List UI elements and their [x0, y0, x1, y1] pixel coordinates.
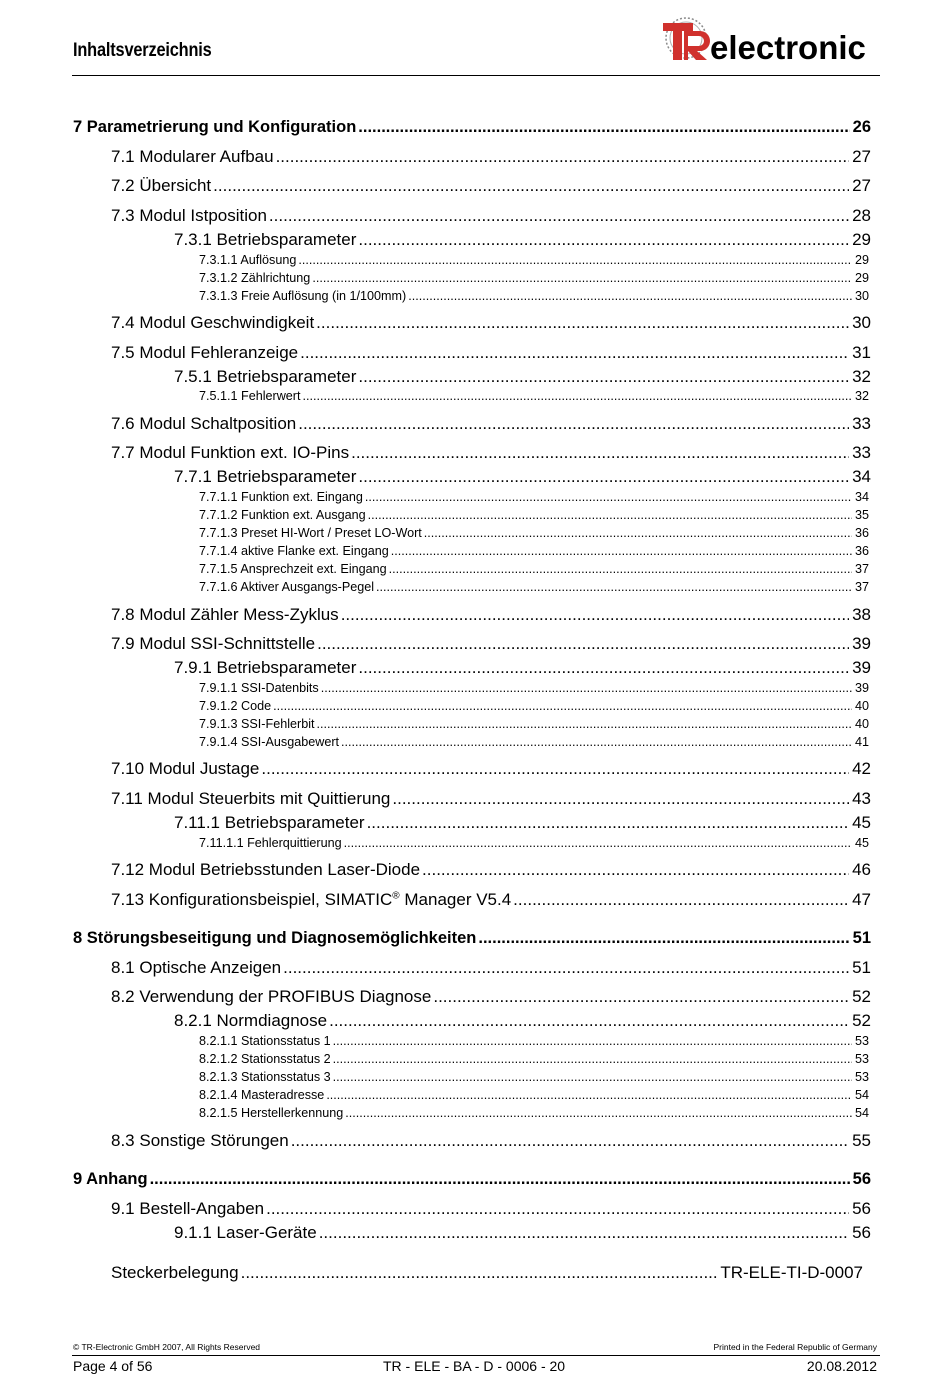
toc-entry[interactable] [111, 1199, 871, 1219]
toc-entry-page: 34 [852, 467, 871, 486]
toc-entry-page: 37 [854, 562, 869, 576]
toc-entry[interactable] [111, 958, 871, 978]
toc-entry[interactable] [199, 681, 869, 695]
toc-entry-page: 42 [852, 759, 871, 778]
toc-leader-dots [283, 958, 849, 978]
toc-entry-page: 56 [852, 1199, 871, 1218]
toc-entry-page: 51 [852, 929, 871, 947]
toc-entry-title: 7.7.1.2 Funktion ext. Ausgang [199, 508, 366, 522]
toc-entry-page: 29 [852, 230, 871, 249]
toc-entry-title: 7.9.1.1 SSI-Datenbits [199, 681, 319, 695]
toc-leader-dots [344, 836, 852, 850]
toc-entry[interactable] [111, 759, 871, 779]
toc-entry-title: 7.5 Modul Fehleranzeige [111, 343, 299, 362]
toc-leader-dots [422, 860, 849, 880]
toc-entry[interactable] [199, 717, 869, 731]
toc-entry[interactable] [199, 289, 869, 303]
toc-entry-title: 7.7.1.6 Aktiver Ausgangs-Pegel [199, 580, 375, 594]
logo-wordmark: electronic [710, 29, 866, 66]
toc-leader-dots [333, 1070, 852, 1084]
toc-leader-dots [150, 1170, 850, 1189]
toc-entry-title: 7.7.1.5 Ansprechzeit ext. Eingang [199, 562, 387, 576]
toc-leader-dots [266, 1199, 849, 1219]
toc-entry-page: 33 [852, 414, 871, 433]
toc-entry[interactable] [111, 313, 871, 333]
toc-leader-dots [341, 605, 849, 625]
toc-entry-page: 28 [852, 206, 871, 225]
toc-entry-title: 9.1 Bestell-Angaben [111, 1199, 265, 1218]
toc-entry[interactable] [111, 987, 871, 1007]
toc-leader-dots [273, 699, 852, 713]
toc-entry-title: 8.2.1.1 Stationsstatus 1 [199, 1034, 331, 1048]
toc-entry-page: 54 [854, 1088, 869, 1102]
toc-entry[interactable] [199, 1106, 869, 1120]
toc-entry-title: 7.7.1.4 aktive Flanke ext. Eingang [199, 544, 389, 558]
toc-entry[interactable] [174, 658, 871, 678]
toc-entry[interactable] [111, 147, 871, 167]
toc-leader-dots [408, 289, 852, 303]
toc-entry-page: 27 [852, 176, 871, 195]
toc-entry-title: 8.2.1.5 Herstellerkennung [199, 1106, 344, 1120]
toc-entry-page: 39 [852, 634, 871, 653]
toc-leader-dots [333, 1034, 852, 1048]
toc-entry-title: 7.7 Modul Funktion ext. IO-Pins [111, 443, 350, 462]
toc-leader-dots [321, 681, 852, 695]
toc-entry-title: 7.2 Übersicht [111, 176, 212, 195]
toc-entry-page: 27 [852, 147, 871, 166]
toc-entry-page: 37 [854, 580, 869, 594]
toc-entry-page: 43 [852, 789, 871, 808]
toc-entry-page: 54 [854, 1106, 869, 1120]
toc-leader-dots [376, 580, 852, 594]
toc-entry-title: 8.2 Verwendung der PROFIBUS Diagnose [111, 987, 432, 1006]
toc-entry-title: 8.2.1 Normdiagnose [174, 1011, 328, 1030]
toc-entry-page: 55 [852, 1131, 871, 1150]
toc-entry-page: 29 [854, 271, 869, 285]
footer-divider [72, 1355, 880, 1356]
document-id: TR - ELE - BA - D - 0006 - 20 [383, 1358, 566, 1374]
toc-leader-dots [513, 890, 849, 910]
toc-entry-title: 7.12 Modul Betriebsstunden Laser-Diode [111, 860, 421, 879]
printed-notice: Printed in the Federal Republic of Germany [713, 1342, 877, 1352]
toc-entry-page: 56 [852, 1223, 871, 1242]
toc-entry[interactable] [111, 634, 871, 654]
toc-entry[interactable] [111, 789, 871, 809]
toc-leader-dots [317, 717, 852, 731]
toc-entry[interactable] [174, 813, 871, 833]
toc-entry-title: 7.13 Konfigurationsbeispiel, SIMATIC® Manager V5.4 [111, 890, 512, 909]
toc-leader-dots [358, 658, 849, 678]
toc-entry-title: 7.4 Modul Geschwindigkeit [111, 313, 315, 332]
toc-entry-page: 33 [852, 443, 871, 462]
toc-leader-dots [303, 389, 852, 403]
toc-entry-title: 7.3.1.2 Zählrichtung [199, 271, 311, 285]
toc-leader-dots [298, 253, 852, 267]
toc-entry-title: 7.3 Modul Istposition [111, 206, 267, 225]
toc-entry[interactable] [174, 367, 871, 387]
toc-entry-title: 7.7.1 Betriebsparameter [174, 467, 357, 486]
toc-entry[interactable] [199, 735, 869, 749]
toc-entry[interactable] [111, 860, 871, 880]
toc-entry-page: 40 [854, 717, 869, 731]
toc-entry-title: 7.3.1.1 Auflösung [199, 253, 297, 267]
toc-entry-page: 30 [854, 289, 869, 303]
toc-entry[interactable] [199, 1088, 869, 1102]
toc-entry-page: 36 [854, 526, 869, 540]
toc-entry-page: 29 [854, 253, 869, 267]
toc-entry[interactable] [111, 605, 871, 625]
toc-leader-dots [312, 271, 852, 285]
toc-entry-page: 30 [852, 313, 871, 332]
toc-entry-title: Steckerbelegung [111, 1263, 239, 1282]
page-title: Inhaltsverzeichnis [73, 40, 212, 61]
toc-entry-page: 52 [852, 987, 871, 1006]
toc-entry[interactable] [199, 271, 869, 285]
toc-leader-dots [358, 230, 849, 250]
toc-entry-page: 56 [852, 1170, 871, 1188]
toc-entry[interactable] [111, 414, 871, 434]
toc-entry[interactable] [73, 1170, 871, 1189]
toc-entry-title: 7.11.1.1 Fehlerquittierung [199, 836, 342, 850]
toc-entry-page: 35 [854, 508, 869, 522]
toc-entry-page: 45 [854, 836, 869, 850]
toc-leader-dots [241, 1263, 718, 1283]
toc-leader-dots [358, 467, 849, 487]
toc-entry-title: 8.2.1.4 Masteradresse [199, 1088, 325, 1102]
toc-entry-page: 52 [852, 1011, 871, 1030]
toc-leader-dots [291, 1131, 849, 1151]
document-date: 20.08.2012 [806, 1358, 877, 1374]
toc-entry[interactable] [111, 443, 871, 463]
toc-entry-title: 7.9 Modul SSI-Schnittstelle [111, 634, 316, 653]
toc-entry-page: 47 [852, 890, 871, 909]
toc-entry-title: 7.9.1.2 Code [199, 699, 272, 713]
toc-entry[interactable] [111, 1263, 863, 1283]
toc-entry-title: 7.10 Modul Justage [111, 759, 260, 778]
toc-entry[interactable] [199, 1070, 869, 1084]
toc-leader-dots [298, 414, 849, 434]
toc-entry-title: 7.5.1.1 Fehlerwert [199, 389, 301, 403]
toc-entry-page: 26 [852, 118, 871, 136]
toc-leader-dots [300, 343, 849, 363]
toc-entry-title: 9 Anhang [73, 1170, 148, 1188]
toc-entry-title: 7.3.1.3 Freie Auflösung (in 1/100mm) [199, 289, 407, 303]
page-number: Page 4 of 56 [73, 1358, 153, 1374]
toc-entry-page: TR-ELE-TI-D-0007 [720, 1263, 863, 1282]
toc-entry-title: 7.11 Modul Steuerbits mit Quittierung [111, 789, 391, 808]
toc-leader-dots [391, 544, 852, 558]
toc-entry[interactable] [174, 467, 871, 487]
toc-entry-title: 8.2.1.3 Stationsstatus 3 [199, 1070, 331, 1084]
toc-entry-page: 41 [854, 735, 869, 749]
toc-leader-dots [261, 759, 849, 779]
toc-leader-dots [368, 508, 852, 522]
toc-leader-dots [478, 929, 849, 948]
toc-leader-dots [351, 443, 849, 463]
toc-entry-title: 7.7.1.3 Preset HI-Wort / Preset LO-Wort [199, 526, 422, 540]
toc-entry-title: 8.3 Sonstige Störungen [111, 1131, 289, 1150]
toc-entry-title: 7.9.1.4 SSI-Ausgabewert [199, 735, 340, 749]
toc-entry-page: 31 [852, 343, 871, 362]
toc-entry-page: 36 [854, 544, 869, 558]
toc-entry[interactable] [199, 580, 869, 594]
toc-leader-dots [276, 147, 850, 167]
toc-entry[interactable] [174, 1011, 871, 1031]
toc-entry-title: 7.8 Modul Zähler Mess-Zyklus [111, 605, 339, 624]
toc-entry-page: 40 [854, 699, 869, 713]
toc-entry-page: 45 [852, 813, 871, 832]
toc-entry-page: 51 [852, 958, 871, 977]
toc-entry-page: 53 [854, 1034, 869, 1048]
toc-entry-title: 8.2.1.2 Stationsstatus 2 [199, 1052, 331, 1066]
copyright-notice: © TR-Electronic GmbH 2007, All Rights Reserved [73, 1342, 261, 1352]
toc-leader-dots [213, 176, 849, 196]
toc-leader-dots [326, 1088, 852, 1102]
toc-entry-page: 34 [854, 490, 869, 504]
toc-entry[interactable] [199, 699, 869, 713]
toc-entry[interactable] [174, 1223, 871, 1243]
toc-leader-dots [317, 634, 849, 654]
toc-entry-page: 53 [854, 1052, 869, 1066]
toc-entry[interactable] [73, 929, 871, 948]
toc-entry[interactable] [199, 1034, 869, 1048]
toc-entry-title: 7.7.1.1 Funktion ext. Eingang [199, 490, 363, 504]
toc-entry-title: 9.1.1 Laser-Geräte [174, 1223, 317, 1242]
toc-leader-dots [329, 1011, 849, 1031]
toc-leader-dots [367, 813, 850, 833]
toc-entry-page: 32 [854, 389, 869, 403]
toc-leader-dots [424, 526, 852, 540]
toc-entry[interactable] [199, 508, 869, 522]
toc-entry[interactable] [73, 118, 871, 137]
toc-entry[interactable] [111, 176, 871, 196]
tr-electronic-logo [660, 12, 882, 70]
toc-entry[interactable] [199, 490, 869, 504]
toc-entry-page: 39 [852, 658, 871, 677]
toc-leader-dots [316, 313, 849, 333]
toc-leader-dots [365, 490, 852, 504]
toc-entry[interactable] [111, 890, 871, 910]
toc-leader-dots [358, 118, 849, 137]
toc-leader-dots [341, 735, 852, 749]
toc-entry-page: 39 [854, 681, 869, 695]
toc-entry[interactable] [199, 544, 869, 558]
toc-leader-dots [269, 206, 849, 226]
toc-entry[interactable] [111, 1131, 871, 1151]
toc-leader-dots [319, 1223, 849, 1243]
toc-entry[interactable] [111, 206, 871, 226]
toc-entry[interactable] [199, 836, 869, 850]
toc-leader-dots [389, 562, 852, 576]
header-divider [72, 75, 880, 76]
toc-entry-page: 38 [852, 605, 871, 624]
toc-entry-title: 7.5.1 Betriebsparameter [174, 367, 357, 386]
toc-entry[interactable] [111, 343, 871, 363]
toc-entry-title: 8.1 Optische Anzeigen [111, 958, 282, 977]
toc-entry-title: 7.3.1 Betriebsparameter [174, 230, 357, 249]
toc-entry-title: 7.9.1 Betriebsparameter [174, 658, 357, 677]
toc-entry-title: 7.11.1 Betriebsparameter [174, 813, 365, 832]
toc-entry-page: 32 [852, 367, 871, 386]
toc-entry-page: 46 [852, 860, 871, 879]
toc-leader-dots [333, 1052, 852, 1066]
toc-entry[interactable] [199, 526, 869, 540]
toc-entry-title: 8 Störungsbeseitigung und Diagnosemöglichkeiten [73, 929, 477, 947]
toc-entry[interactable] [199, 253, 869, 267]
toc-leader-dots [433, 987, 849, 1007]
toc-entry-title: 7.6 Modul Schaltposition [111, 414, 297, 433]
toc-leader-dots [345, 1106, 852, 1120]
toc-entry[interactable] [199, 389, 869, 403]
toc-entry-title: 7.9.1.3 SSI-Fehlerbit [199, 717, 315, 731]
toc-entry[interactable] [174, 230, 871, 250]
toc-leader-dots [358, 367, 849, 387]
toc-entry-title: 7.1 Modularer Aufbau [111, 147, 274, 166]
toc-leader-dots [392, 789, 849, 809]
toc-entry[interactable] [199, 562, 869, 576]
toc-entry-page: 53 [854, 1070, 869, 1084]
toc-entry[interactable] [199, 1052, 869, 1066]
toc-entry-title: 7 Parametrierung und Konfiguration [73, 118, 357, 136]
